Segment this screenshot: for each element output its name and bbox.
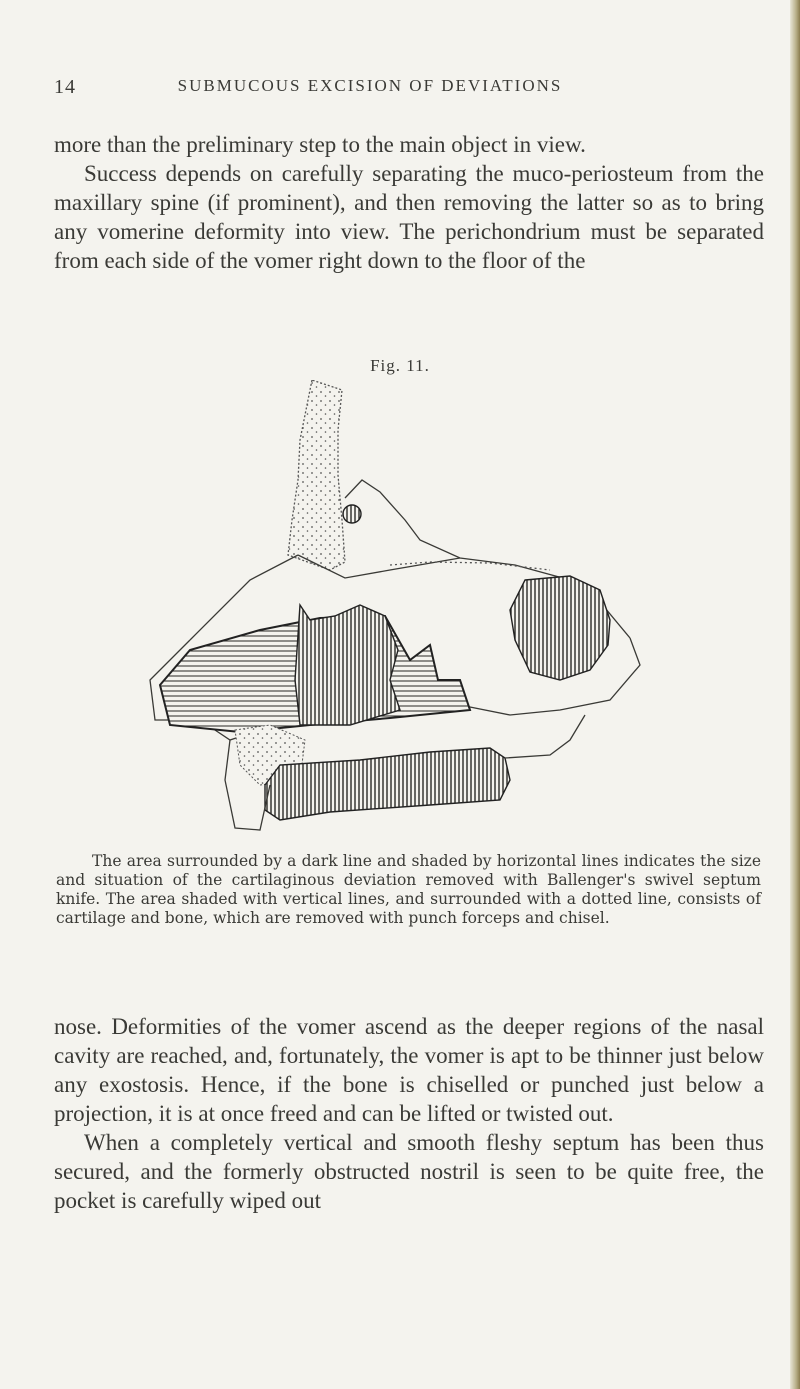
paragraph-when: When a completely vertical and smooth fleshy septum has been thus secured, and the formerly obstructed nostril is seen to be quite free, the pocket is carefully wiped out [54,1130,764,1213]
figure-label: Fig. 11. [370,356,430,375]
paragraph-success: Success depends on carefully separating the muco-periosteum from the maxillary spine (if prominent), and then removing the latter so as to bring any vomerine deformity into view. The perichondrium must be separated from each side of the vomer right down to the floor of the [54,161,764,273]
running-title: SUBMUCOUS EXCISION OF DEVIATIONS [177,76,563,95]
page-edge [790,0,800,1389]
page-number: 14 [54,76,76,98]
body-text-top [54,130,764,275]
paragraph-nose: nose. Deformities of the vomer ascend as the deeper regions of the nasal cavity are reached, and, fortunately, the vomer is apt to be thinner just below any exostosis. Hence, if the bone is chiselled or punched just below a projection, it is at once freed and can be lifted or twisted out. [54,1014,764,1126]
paragraph-continued: more than the preliminary step to the main object in view. [54,132,586,157]
figure-caption: The area surrounded by a dark line and shaded by horizontal lines indicates the size and situation of the cartilaginous deviation removed with Ballenger's swivel septum knife. The area shaded with vertical lines, and surrounded with a dotted line, consists of cartilage and bone, which are removed with punch forceps and chisel. [56,852,761,927]
body-text-bottom [54,1012,764,1215]
septum-illustration [130,380,650,840]
